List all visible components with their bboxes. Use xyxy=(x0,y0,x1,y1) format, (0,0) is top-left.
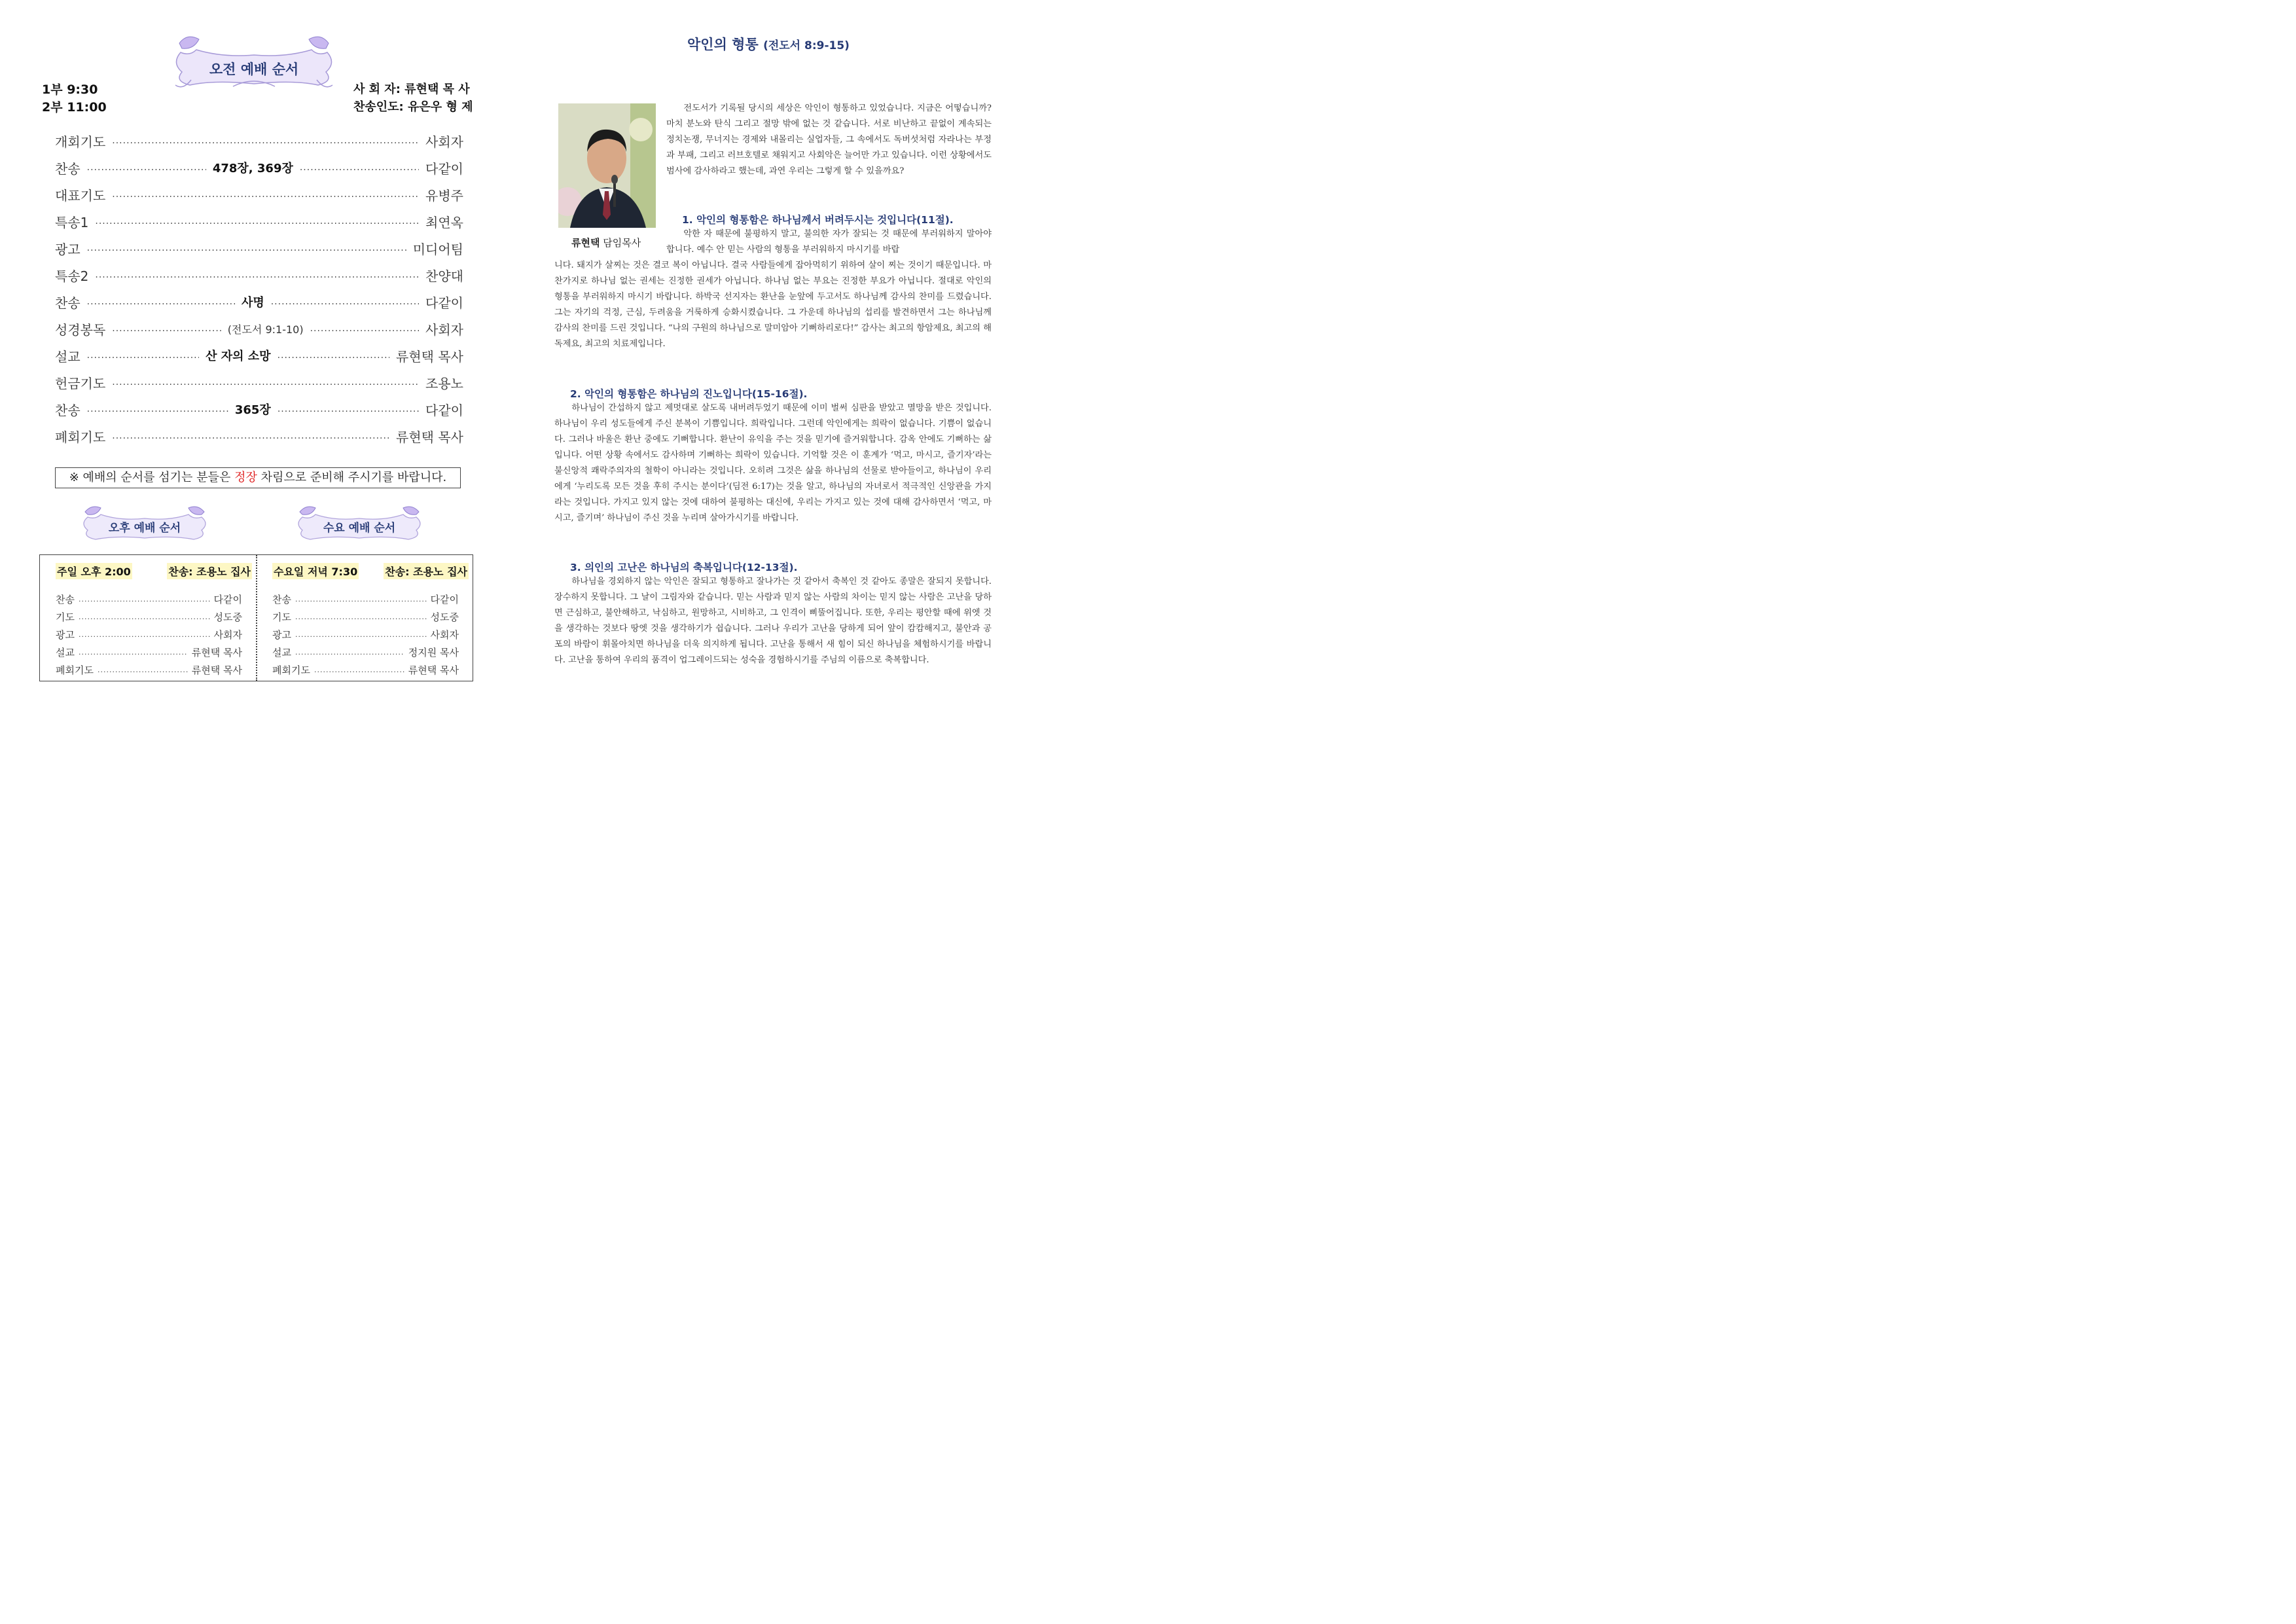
order-label: 헌금기도 xyxy=(55,375,106,391)
order-row xyxy=(55,291,463,313)
item-label: 찬송 xyxy=(272,593,291,605)
leader-dots xyxy=(79,630,210,639)
leader-dots xyxy=(87,297,235,307)
item-value: 류현택 목사 xyxy=(191,664,242,676)
afternoon-item xyxy=(56,592,242,606)
leader-dots xyxy=(79,595,210,604)
item-value: 류현택 목사 xyxy=(408,664,459,676)
item-value: 정지원 목사 xyxy=(408,646,459,659)
order-value: 다같이 xyxy=(425,295,464,311)
order-value: 사회자 xyxy=(425,321,464,338)
wednesday-item xyxy=(272,627,459,641)
order-label: 개회기도 xyxy=(55,134,106,150)
leader-dots xyxy=(278,404,419,414)
wednesday-song-leader: 찬송: 조용노 집사 xyxy=(384,563,469,579)
afternoon-item xyxy=(56,627,242,641)
order-value: 유병주 xyxy=(425,187,463,204)
item-label: 광고 xyxy=(272,628,291,641)
order-label: 찬송 xyxy=(55,295,81,311)
leader-dots xyxy=(87,162,206,173)
wednesday-title: 수요 예배 순서 xyxy=(323,522,396,535)
service-time-2: 2부 11:00 xyxy=(42,100,107,115)
order-middle: 478장, 369장 xyxy=(212,162,293,175)
order-label: 폐회기도 xyxy=(55,429,106,445)
order-middle: (전도서 9:1-10) xyxy=(227,323,304,336)
order-row xyxy=(55,264,463,286)
afternoon-item xyxy=(56,662,242,677)
order-value: 최연옥 xyxy=(425,214,463,230)
section-1-text-b: 니다. 돼지가 살찌는 것은 결코 복이 아닙니다. 결국 사람들에게 잡아먹히기 위하여 살이 찌는 것이기 때문입니다. 마찬가지로 하나님 없는 권세는 진정한 권세가 아닙니다. 하나님 없는 부요는 진정한 부요가 아닙니다. 절대로 악인의 형통을 부러워하지 마시기 바랍니다. 하박국 선지자는 환난을 눈앞에 두고서도 하나님께 감사의 찬미를 드렸습니다. 그는 자기의 걱정, 근심, 두려움을 거룩하게 승화시켰습니다. 그 가운데 하나님의 섭리를 발견하면서 그는 하나님께 감사의 찬미를 드린 것입니다. “나의 구원의 하나님으로 말미암아 기뻐하리로다!” 감사는 최고의 항암제요, 최고의 해독제요, 최고의 치료제입니다. xyxy=(554,261,992,349)
host-label: 사 회 자: 류현택 목 사 xyxy=(353,82,470,96)
afternoon-header xyxy=(56,563,252,577)
item-value: 성도중 xyxy=(213,611,242,623)
pastor-caption xyxy=(571,236,641,249)
order-row xyxy=(55,210,463,232)
order-row xyxy=(55,371,463,393)
item-value: 사회자 xyxy=(430,628,459,641)
section-2-text: 하나님이 간섭하지 않고 제멋대로 살도록 내버려두었기 때문에 이미 벌써 심판을 받았고 멸망을 받은 것입니다. 하나님이 우리 성도들에게 주신 분복이 기쁨입니다. 희락입니다. 그런데 악인에게는 희락이 없습니다. 기쁨이 없습니다. 그러나 바울은 환난 중에도 기뻐합니다. 환난이 유익을 주는 것을 믿기에 즐거워합니다. 감옥 안에도 기뻐하는 삶입니다. 어떤 상황 속에서도 감사하며 기뻐하는 희락이 있습니다. 기억할 것은 이 훈계가 ‘먹고, 마시고, 즐기자’라는 불신앙적 쾌락주의자의 철학이 아니라는 것입니다. 오히려 그것은 삶을 하나님의 선물로 받아들이고, 하나님이 우리에게 ‘누리도록 모든 것을 후히 주시는 분이다’(딤전 6:17)는 것을 알고, 하나님의 자녀로서 적극적인 신앙관을 가지라는 것입니다. 가지고 있지 않는 것에 대하여 불평하는 대신에, 우리는 가지고 있는 것에 대해 감사하면서 ‘먹고, 마시고, 즐기며’ 하나님이 주신 것을 누리며 살아가시기를 바랍니다. xyxy=(554,403,992,523)
order-label: 성경봉독 xyxy=(55,321,106,338)
afternoon-item xyxy=(56,645,242,659)
order-value: 류현택 목사 xyxy=(396,429,463,445)
leader-dots xyxy=(295,630,427,639)
wednesday-item xyxy=(272,592,459,606)
order-row xyxy=(55,183,463,206)
item-label: 폐회기도 xyxy=(272,664,310,676)
order-row xyxy=(55,237,463,259)
order-middle: 사명 xyxy=(241,296,264,310)
order-label: 특송1 xyxy=(55,214,89,230)
leader-dots xyxy=(295,613,427,621)
order-row xyxy=(55,344,463,367)
order-row xyxy=(55,156,463,179)
leader-dots xyxy=(295,648,404,657)
sermon-reference: (전도서 8:9-15) xyxy=(763,39,850,52)
leader-dots xyxy=(87,350,199,361)
order-label: 광고 xyxy=(55,241,81,257)
leader-dots xyxy=(79,648,188,657)
leader-dots xyxy=(112,323,221,334)
item-value: 류현택 목사 xyxy=(191,646,242,659)
section-heading-1: 1. 악인의 형통함은 하나님께서 버려두시는 것입니다(11절). xyxy=(682,214,954,226)
leader-dots xyxy=(112,189,419,200)
sermon-intro xyxy=(666,101,992,179)
leader-dots xyxy=(310,323,419,334)
order-value: 다같이 xyxy=(425,402,464,418)
wednesday-time: 수요일 저녁 7:30 xyxy=(272,563,359,579)
order-value: 조용노 xyxy=(425,375,463,391)
order-row xyxy=(55,130,463,152)
leader-dots xyxy=(95,216,419,226)
order-label: 찬송 xyxy=(55,402,81,418)
afternoon-title: 오후 예배 순서 xyxy=(108,522,181,535)
section-heading-2: 2. 악인의 형통함은 하나님의 진노입니다(15-16절). xyxy=(570,388,808,400)
notice-highlight: 정장 xyxy=(234,471,257,484)
item-label: 기도 xyxy=(56,611,75,623)
item-label: 설교 xyxy=(56,646,75,659)
item-value: 다같이 xyxy=(213,593,242,605)
item-value: 다같이 xyxy=(430,593,459,605)
notice-text: ※ 예배의 순서를 섬기는 분들은 xyxy=(69,471,235,484)
leader-dots xyxy=(112,377,419,388)
leader-dots xyxy=(98,666,188,674)
order-row xyxy=(55,317,463,340)
order-label: 찬송 xyxy=(55,160,81,177)
section-2-body xyxy=(554,401,992,526)
item-label: 폐회기도 xyxy=(56,664,94,676)
item-value: 성도중 xyxy=(430,611,459,623)
pastor-photo xyxy=(558,103,656,228)
leader-dots xyxy=(300,162,419,173)
other-services-box xyxy=(39,554,473,681)
dotted-divider xyxy=(256,555,257,681)
leader-dots xyxy=(271,297,419,307)
sermon-title xyxy=(687,34,850,54)
morning-title-frame xyxy=(168,30,340,90)
wednesday-item xyxy=(272,645,459,659)
section-1-body xyxy=(554,258,992,352)
sermon-title-text: 악인의 형통 xyxy=(687,37,759,52)
leader-dots xyxy=(314,666,404,674)
item-label: 광고 xyxy=(56,628,75,641)
morning-title: 오전 예배 순서 xyxy=(209,62,299,77)
item-label: 기도 xyxy=(272,611,291,623)
afternoon-time: 주일 오후 2:00 xyxy=(56,563,132,579)
dress-code-notice xyxy=(55,467,461,488)
order-label: 대표기도 xyxy=(55,187,106,204)
section-heading-3: 3. 의인의 고난은 하나님의 축복입니다(12-13절). xyxy=(570,562,798,573)
pastor-name: 류현택 xyxy=(571,237,600,249)
leader-dots xyxy=(278,350,389,361)
order-middle: 365장 xyxy=(234,403,271,417)
order-row xyxy=(55,425,463,447)
order-label: 특송2 xyxy=(55,268,89,284)
service-time-1: 1부 9:30 xyxy=(42,82,98,97)
pastor-role: 담임목사 xyxy=(603,237,641,249)
order-row xyxy=(55,398,463,420)
leader-dots xyxy=(87,404,228,414)
leader-dots xyxy=(87,243,406,253)
order-value: 사회자 xyxy=(425,134,463,150)
notice-text-end: 차림으로 준비해 주시기를 바랍니다. xyxy=(257,471,447,484)
afternoon-song-leader: 찬송: 조용노 집사 xyxy=(167,563,252,579)
wednesday-header xyxy=(272,563,469,577)
left-page xyxy=(0,0,513,725)
order-label: 설교 xyxy=(55,348,81,365)
item-value: 사회자 xyxy=(213,628,242,641)
item-label: 찬송 xyxy=(56,593,75,605)
leader-dots xyxy=(112,135,419,146)
section-1-text-a: 악한 자 때문에 불평하지 말고, 불의한 자가 잘되는 것 때문에 부러워하지 말아야 합니다. 예수 안 믿는 사람의 형통을 부러워하지 마시기를 바랍 xyxy=(666,229,992,255)
afternoon-item xyxy=(56,609,242,624)
song-leader-label: 찬송인도: 유은우 형 제 xyxy=(353,100,473,114)
item-label: 설교 xyxy=(272,646,291,659)
wednesday-item xyxy=(272,662,459,677)
order-value: 찬양대 xyxy=(425,268,463,284)
order-value: 미디어팀 xyxy=(412,241,463,257)
section-3-body xyxy=(554,574,992,668)
wednesday-item xyxy=(272,609,459,624)
afternoon-title-frame xyxy=(77,503,212,542)
intro-text: 전도서가 기록될 당시의 세상은 악인이 형통하고 있었습니다. 지금은 어떻습니까? 마치 분노와 탄식 그리고 절망 밖에 없는 것 같습니다. 서로 비난하고 끝없이 계속되는 정치논쟁, 무너지는 경제와 내몰리는 실업자들, 그 속에서도 독버섯처럼 자라나는 부정과 부패, 그리고 러브호텔로 채워지고 사회악은 늘어만 가고 있습니다. 이런 상황에서도 범사에 감사하라고 했는데, 과연 우리는 그렇게 할 수 있을까요? xyxy=(666,103,992,176)
leader-dots xyxy=(79,613,210,621)
right-page xyxy=(513,0,1026,725)
leader-dots xyxy=(295,595,427,604)
order-middle: 산 자의 소망 xyxy=(206,350,271,363)
order-value: 류현택 목사 xyxy=(396,348,463,365)
wednesday-title-frame xyxy=(292,503,427,542)
pastor-portrait-icon xyxy=(558,103,656,228)
section-3-text: 하나님을 경외하지 않는 악인은 잘되고 형통하고 잘나가는 것 같아서 축복인 것 같아도 종말은 잘되지 못합니다. 장수하지 못합니다. 그 날이 그림자와 같습니다. 믿는 사람과 믿지 않는 사람의 차이는 믿지 않는 사람은 고난을 당하면 근심하고, 불안해하고, 낙심하고, 원망하고, 시비하고, 그 인격이 삐뚤어집니다. 또한, 우리는 평안할 때에 위엣 것을 생각하는 것보다 땅엣 것을 생각하기가 쉽습니다. 그러나 우리가 고난을 당하게 되어 앞이 캄캄해지고, 불안과 공포의 바람이 휘몰아치면 하나님을 더욱 의지하게 됩니다. 고난을 통해서 새 힘이 되신 하나님을 체험하시기를 바랍니다. 고난을 통하여 우리의 품격이 업그레이드되는 성숙을 경험하시기를 주님의 이름으로 축복합니다. xyxy=(554,577,992,665)
order-value: 다같이 xyxy=(425,160,464,177)
leader-dots xyxy=(95,270,419,280)
leader-dots xyxy=(112,431,389,441)
section-1-wrap xyxy=(666,226,992,258)
